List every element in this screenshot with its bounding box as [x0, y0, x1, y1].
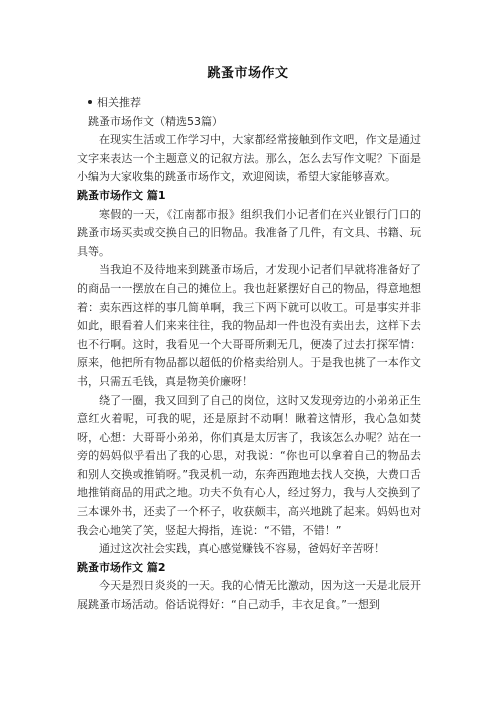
document-title: 跳蚤市场作文 — [207, 66, 289, 81]
section-heading: 跳蚤市场作文 篇1 — [77, 188, 166, 202]
section-heading: 跳蚤市场作文 篇2 — [77, 560, 166, 574]
related-label[interactable]: 相关推荐 — [97, 96, 141, 109]
paragraph: 今天是烈日炎炎的一天。我的心情无比激动，因为这一天是北辰开展跳蚤市场活动。俗话说得好：“自己动手，丰衣足食。”一想到 — [77, 579, 421, 612]
paragraph: 通过这次社会实践，真心感觉赚钱不容易，爸妈好辛苦呀！ — [99, 542, 385, 556]
paragraph: 当我迫不及待地来到跳蚤市场后，才发现小记者们早就将准备好了的商品一一摆放在自己的摊位上。我也赶紧摆好自己的物品，得意地想着：卖东西这样的事几简单啊，我三下两下就可以收工。可是事实并非如此，眼看着人们来来往往，我的物品却一件也没有卖出去，这样下去也不行啊。这时，我看见一个大哥哥所剩无几，便凑了过去打探军情：原来，他把所有物品都以超低的价格卖给别人。于是我也挑了一本作文书，只需五毛钱，真是物美价廉呀！ — [77, 263, 421, 388]
paragraph: 寒假的一天，《江南都市报》组织我们小记者们在兴业银行门口的跳蚤市场买卖或交换自己的旧物品。我准备了几件，有文具、书籍、玩具等。 — [77, 207, 421, 258]
paragraph: 绕了一圈，我又回到了自己的岗位，这时又发现旁边的小弟弟正生意红火着呢，可我的呢，还是原封不动啊！瞅着这情形，我心急如焚呀，心想：大哥哥小弟弟，你们真是太厉害了，我该怎么办呢？站在一旁的妈妈似乎看出了我的心思，对我说：“你也可以拿着自己的物品去和别人交换或推销呀。”我灵机一动，东奔西跑地去找人交换，大费口舌地推销商品的用武之地。功夫不负有心人，经过努力，我与人交换到了三本课外书，还卖了一个杯子，收获颇丰，高兴地跳了起来。妈妈也对我会心地笑了笑，竖起大拇指，连说：“不错，不错！” — [77, 393, 421, 537]
document-subtitle: 跳蚤市场作文（精选53篇） — [88, 114, 223, 128]
bullet-icon — [88, 100, 92, 104]
document-body — [77, 94, 421, 615]
intro-paragraph: 在现实生活或工作学习中，大家都经常接触到作文吧，作文是通过文字来表达一个主题意义的记叙方法。那么，怎么去写作文呢？下面是小编为大家收集的跳蚤市场作文，欢迎阅读，希望大家能够喜欢。 — [77, 133, 421, 184]
related-link[interactable] — [77, 94, 421, 113]
